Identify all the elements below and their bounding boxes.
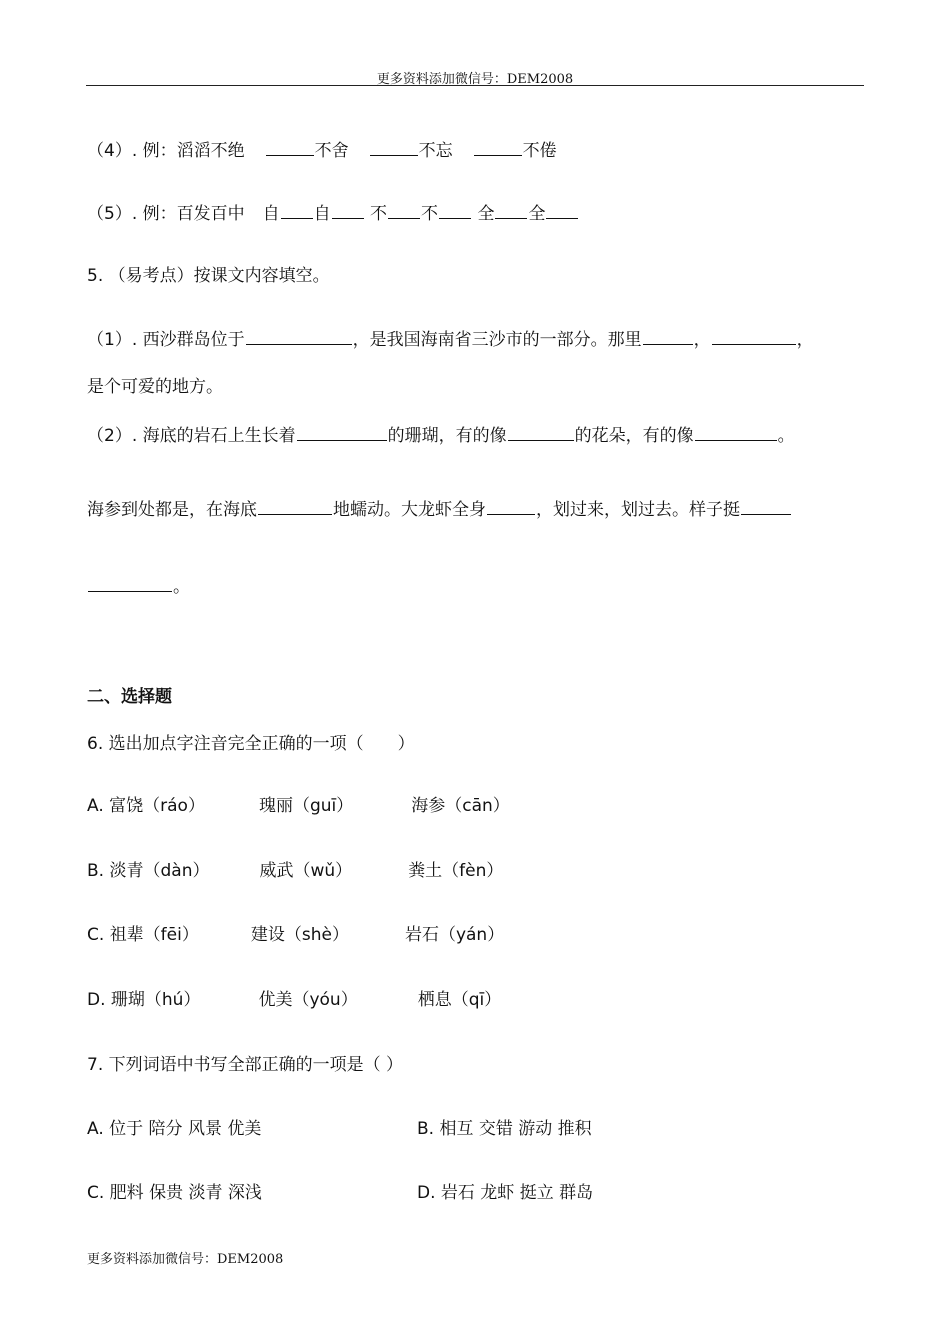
header-rule: [86, 85, 864, 86]
q6-title: 6. 选出加点字注音完全正确的一项（ ）: [87, 734, 415, 754]
q4-item-5: （5）. 例：百发百中 自 自 不 不 全 全: [87, 202, 579, 225]
q6-option-d[interactable]: D. 珊瑚（hú） 优美（yóu） 栖息（qī）: [87, 990, 502, 1010]
answer-blank[interactable]: [695, 424, 777, 441]
answer-blank[interactable]: [643, 328, 693, 345]
answer-blank[interactable]: [258, 498, 332, 515]
answer-blank[interactable]: [266, 139, 314, 156]
q5-title: 5. （易考点）按课文内容填空。: [87, 266, 330, 286]
q5-line-2: （2）. 海底的岩石上生长着 的珊瑚，有的像 的花朵，有的像 。: [87, 426, 795, 446]
answer-blank[interactable]: [546, 202, 578, 219]
q6-option-a[interactable]: A. 富饶（ráo） 瑰丽（guī） 海参（cān）: [87, 796, 510, 816]
q7-option-d[interactable]: D. 岩石 龙虾 挺立 群岛: [417, 1183, 594, 1203]
q7-option-c[interactable]: C. 肥料 保贵 淡青 深浅: [87, 1183, 262, 1203]
answer-blank[interactable]: [297, 424, 387, 441]
q5-line-3: 海参到处都是，在海底 地蠕动。大龙虾全身 ，划过来，划过去。样子挺: [87, 498, 792, 521]
answer-blank[interactable]: [508, 424, 574, 441]
section-title: 二、选择题: [87, 687, 172, 707]
page-header: 更多资料添加微信号：DEM2008: [376, 72, 574, 87]
q6-option-c[interactable]: C. 祖辈（fēi） 建设（shè） 岩石（yán）: [87, 925, 505, 945]
answer-blank[interactable]: [474, 139, 522, 156]
q5-line-4: 。: [87, 575, 190, 598]
answer-blank[interactable]: [246, 328, 352, 345]
q4-item-4: （4）. 例：滔滔不绝 不舍 不忘 不倦: [87, 141, 557, 161]
answer-blank[interactable]: [388, 202, 420, 219]
answer-blank[interactable]: [712, 328, 796, 345]
q7-title: 7. 下列词语中书写全部正确的一项是（ ）: [87, 1055, 404, 1075]
answer-blank[interactable]: [741, 498, 791, 515]
q7-option-a[interactable]: A. 位于 陪分 风景 优美: [87, 1119, 262, 1139]
q5-line-1: （1）. 西沙群岛位于 ，是我国海南省三沙市的一部分。那里 ， ，: [87, 330, 814, 350]
q5-line-1b: 是个可爱的地方。: [87, 377, 223, 397]
q7-option-b[interactable]: B. 相互 交错 游动 推积: [417, 1119, 592, 1139]
answer-blank[interactable]: [495, 202, 527, 219]
answer-blank[interactable]: [332, 202, 364, 219]
answer-blank[interactable]: [487, 498, 535, 515]
answer-blank[interactable]: [281, 202, 313, 219]
answer-blank[interactable]: [88, 575, 172, 592]
answer-blank[interactable]: [439, 202, 471, 219]
q6-option-b[interactable]: B. 淡青（dàn） 威武（wǔ） 粪土（fèn）: [87, 861, 504, 881]
page-footer: 更多资料添加微信号：DEM2008: [87, 1252, 284, 1267]
answer-blank[interactable]: [370, 139, 418, 156]
